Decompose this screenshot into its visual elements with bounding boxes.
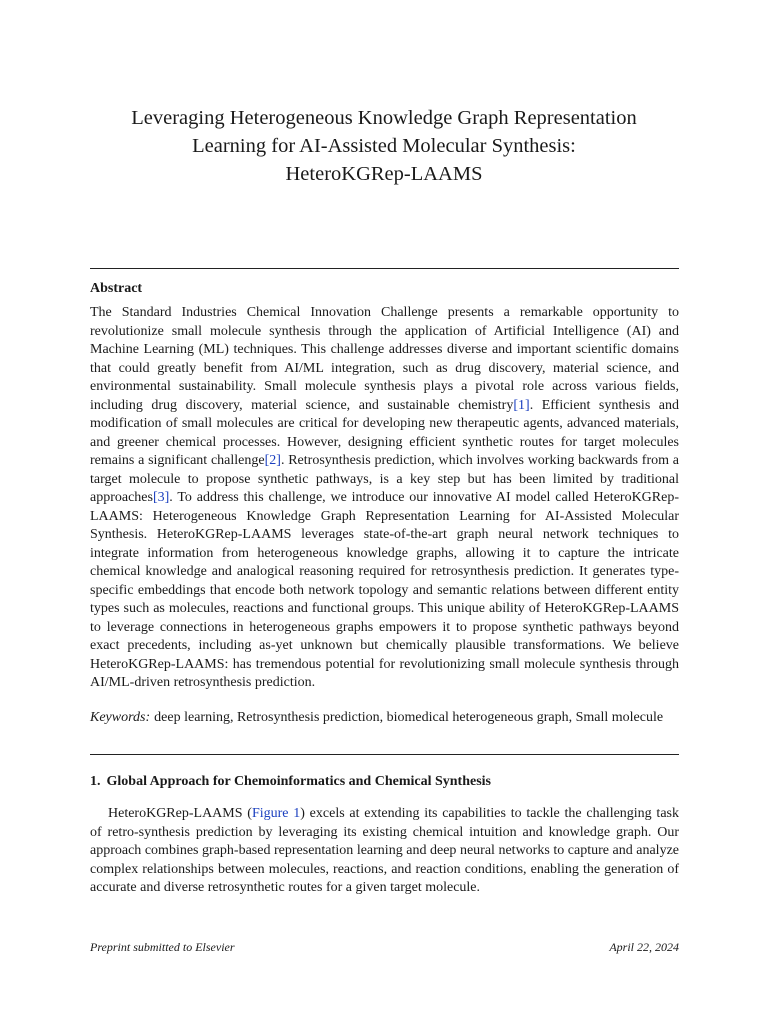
footer-date: April 22, 2024: [609, 940, 679, 954]
figure-1-link[interactable]: Figure 1: [251, 806, 301, 821]
title-line-3: HeteroKGRep-LAAMS: [285, 163, 483, 185]
section-1-heading: [90, 774, 491, 790]
abstract-body: [90, 304, 679, 693]
citation-link-3[interactable]: [3]: [152, 490, 170, 505]
abstract-text-part-3: . Retrosynthesis prediction, which involves working backwards from a target molecule to propose synthetic pathways, is a key step but has been limited by traditional approaches: [90, 453, 679, 505]
title-line-2: Learning for AI-Assisted Molecular Synthesis:: [192, 135, 576, 157]
citation-link-1[interactable]: [1]: [513, 397, 530, 413]
abstract-text-part-1: The Standard Industries Chemical Innovation Challenge presents a remarkable opportunity to revolutionize small molecule synthesis through the application of Artificial Intelligence (AI) and Machine Learning (ML) techniques. This challenge addresses diverse and important scientific domains that could greatly benefit from AI/ML integration, such as drug discovery, material science, and environmental sustainability. Small molecule synthesis plays a pivotal role across various fields, including drug discovery, material science, and sustainable chemistry: [90, 305, 679, 413]
section-1-title: Global Approach for Chemoinformatics and Chemical Synthesis: [106, 774, 492, 789]
section-1-text-part-2: ) excels at extending its capabilities to tackle the challenging task of retro-synthesis prediction by leveraging its existing chemical intuition and knowledge graph. Our approach combines graph-based representation learning and deep neural networks to capture and analyze complex relationships between molecules, reactions, and reaction conditions, enabling the generation of accurate and diverse retrosynthetic routes for a given target molecule.: [90, 806, 679, 895]
keywords-label: Keywords:: [90, 710, 151, 725]
abstract-heading: Abstract: [90, 281, 143, 296]
section-1-paragraph: [90, 805, 679, 898]
abstract-top-rule: [90, 268, 679, 269]
section-1-number: 1.: [90, 774, 101, 789]
paper-title: [90, 104, 678, 188]
title-line-1: Leveraging Heterogeneous Knowledge Graph Representation: [131, 107, 637, 129]
keywords-text: deep learning, Retrosynthesis prediction, biomedical heterogeneous graph, Small molecule: [154, 710, 664, 725]
citation-link-2[interactable]: [2]: [264, 453, 281, 468]
abstract-text-part-4: . To address this challenge, we introduce our innovative AI model called HeteroKGRep-LAAMS: Heterogeneous Knowledge Graph Representation Learning for AI-Assisted Molecular Synthesis. HeteroKGRep-LAAMS leverages state-of-the-art graph neural network techniques to integrate information from heterogeneous knowledge graphs, allowing it to capture the intricate chemical knowledge and analogical reasoning required for retrosynthesis prediction. It generates type-specific embeddings that encode both network topology and semantic relations between different entity types such as molecules, reactions and functional groups. This unique ability of HeteroKGRep-LAAMS to leverage connections in heterogeneous graphs empowers it to propose synthetic pathways beyond exact precedents, including as-yet unknown but chemically plausible transformations. We believe HeteroKGRep-LAAMS: has tremendous potential for revolutionizing small molecule synthesis through AI/ML-driven retrosynthesis prediction.: [90, 490, 679, 690]
section-1-text-part-1: HeteroKGRep-LAAMS (: [108, 806, 252, 821]
abstract-bottom-rule: [90, 754, 679, 755]
abstract-text-part-2: . Efficient synthesis and modification of small molecules are critical for developing new therapeutic agents, advanced materials, and greener chemical processes. However, designing efficient synthetic routes for target molecules remains a significant challenge: [90, 397, 680, 468]
footer-preprint-note: Preprint submitted to Elsevier: [90, 940, 235, 954]
keywords: [90, 708, 679, 727]
